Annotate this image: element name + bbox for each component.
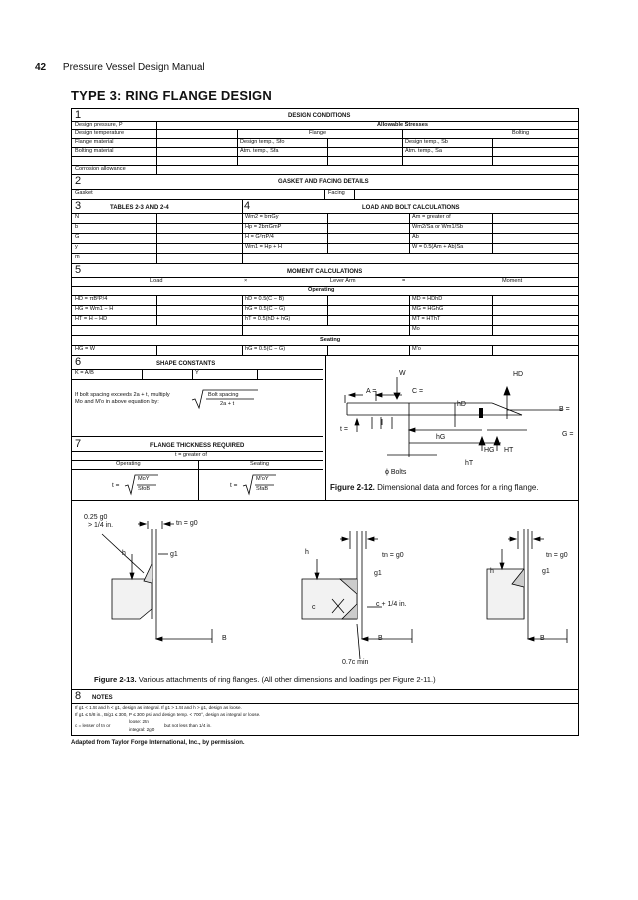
fig13-h-3: h: [490, 568, 494, 575]
section-7-number: 7: [75, 438, 82, 450]
fig12-ht-upper: HT: [504, 447, 514, 454]
atm-temp-sfa-label: Atm. temp., Sfa: [240, 148, 279, 154]
fig13-g0-top: 0.25 g0: [84, 514, 108, 521]
seating-load: HG = W: [75, 346, 96, 352]
seating-moment: M'o: [412, 346, 421, 352]
figure-2-13-caption: [94, 675, 564, 684]
notes-not-less: but not less than 1/4 in.: [164, 723, 212, 728]
section-7-heading: FLANGE THICKNESS REQUIRED: [150, 443, 245, 449]
y-label: y: [75, 244, 78, 250]
am-formula-2: Wm2/Sa or Wm1/Sb: [412, 224, 463, 230]
fig12-t: t =: [340, 426, 348, 433]
col-moment: Moment: [502, 278, 523, 284]
fig12-w: W: [399, 370, 406, 377]
k-constant: K = A/B: [75, 370, 94, 376]
notes-line-1: If g1 < 1.5t and h < g1, design as integral. If g1 > 1.5t and h > g1, design as loose.: [75, 705, 242, 710]
attribution-footer: Adapted from Taylor Forge International, Inc., by permission.: [71, 740, 245, 746]
fig13-b-1: B: [222, 635, 227, 642]
section-4-number: 4: [244, 200, 251, 212]
hp-formula: Hp = 2bπGmP: [245, 224, 282, 230]
design-pressure-label: Design pressure, P: [75, 122, 123, 128]
notes-loose: loose: 2tn: [129, 719, 149, 724]
fig12-ht-lower: hT: [465, 460, 474, 467]
fig12-bolts: ϕ Bolts: [385, 469, 407, 476]
design-temp-sb-label: Design temp., Sb: [405, 139, 448, 145]
fig13-g1-1: g1: [170, 551, 178, 558]
col-equals: =: [402, 278, 406, 284]
t-greater-of: t = greater of: [175, 452, 207, 458]
mo-moment: Mo: [412, 326, 420, 332]
design-temp-sf-label: Design temp., Sfo: [240, 139, 285, 145]
notes-integral: integral: 2g0: [129, 727, 155, 732]
flange-column-label: Flange: [309, 130, 327, 136]
hg-arm: hG = 0.5(C − G): [245, 306, 286, 312]
fig12-g: G =: [562, 431, 574, 438]
design-form: [71, 108, 579, 736]
fig13-c-quarter: c + 1/4 in.: [376, 601, 407, 608]
allowable-stresses-label: Allowable Stresses: [377, 122, 428, 128]
figure-2-12-caption-label: Figure 2-12.: [330, 483, 375, 492]
figure-2-12-caption: [330, 483, 576, 493]
fig13-b-2: B: [378, 635, 383, 642]
atm-temp-sa-label: Atm. temp., Sa: [405, 148, 442, 154]
bolting-material-label: Bolting material: [75, 148, 114, 154]
gasket-label: Gasket: [75, 190, 93, 196]
m-label: m: [75, 254, 80, 260]
op-formula-num: MoY: [138, 476, 150, 482]
figure-2-13-drawing: [82, 509, 572, 659]
section-3-number: 3: [75, 200, 82, 212]
ab-label: Ab: [412, 234, 419, 240]
fig12-c: C =: [412, 388, 424, 395]
fig13-min: 0.7c min: [342, 659, 369, 666]
section-8-heading: NOTES: [92, 695, 113, 701]
w-formula: W = 0.5(Am + Ab)Sa: [412, 244, 464, 250]
fig13-g0-bottom: > 1/4 in.: [88, 522, 114, 529]
bolting-column-label: Bolting: [512, 130, 530, 136]
hg-load: HG = Wm1 − H: [75, 306, 114, 312]
figure-2-12-drawing: [327, 357, 579, 477]
section-6-heading: SHAPE CONSTANTS: [156, 361, 216, 367]
hd-arm: hD = 0.5(C − B): [245, 296, 285, 302]
operating-label: Operating: [308, 287, 335, 293]
g-label: G: [75, 234, 80, 240]
fig12-hd-lower: hD: [457, 401, 466, 408]
corrosion-allowance-label: Corrosion allowance: [75, 166, 126, 172]
fig12-hg-upper: HG: [484, 447, 495, 454]
bolt-spacing-note-2: Mo and M'o in above equation by:: [75, 399, 159, 405]
y-constant: Y: [195, 370, 199, 376]
fig13-tn-1: tn = g0: [176, 520, 198, 527]
fig13-h-2: h: [305, 549, 309, 556]
mg-moment: MG = HGhG: [412, 306, 444, 312]
seat-formula-den: SfaB: [256, 486, 269, 492]
section-6-number: 6: [75, 356, 82, 368]
fig12-hd-upper: HD: [513, 371, 524, 378]
section-4-heading: LOAD AND BOLT CALCULATIONS: [362, 205, 460, 211]
fig13-b-3: B: [540, 635, 545, 642]
mt-moment: MT = HThT: [412, 316, 441, 322]
seat-formula-lhs: t =: [230, 482, 238, 489]
page-number: 42: [35, 62, 47, 73]
md-moment: MD = HDhD: [412, 296, 443, 302]
wm1-formula: Wm1 = Hp + H: [245, 244, 282, 250]
section-2-number: 2: [75, 175, 82, 187]
bolt-spacing-note-1: If bolt spacing exceeds 2a + t, multiply: [75, 392, 170, 398]
section-3-heading: TABLES 2-3 AND 2-4: [110, 205, 169, 211]
fig12-a: A =: [366, 388, 377, 395]
h-formula: H = G²πP/4: [245, 234, 274, 240]
wm2-formula: Wm2 = bπGy: [245, 214, 279, 220]
seating-column: Seating: [250, 461, 269, 467]
ht-arm: hT = 0.5(hD + hG): [245, 316, 291, 322]
seating-arm: hG = 0.5(C − G): [245, 346, 286, 352]
operating-column: Operating: [116, 461, 141, 467]
figure-2-12-caption-text: Dimensional data and forces for a ring flange.: [377, 483, 539, 492]
section-5-number: 5: [75, 264, 82, 276]
radical-numerator: Bolt spacing: [208, 392, 239, 398]
fig13-tn-2: tn = g0: [382, 552, 404, 559]
figure-2-13-caption-label: Figure 2-13.: [94, 675, 137, 684]
col-load: Load: [150, 278, 163, 284]
page-title: TYPE 3: RING FLANGE DESIGN: [71, 88, 272, 103]
col-times: ×: [244, 278, 248, 284]
seat-formula-num: M'oY: [256, 476, 269, 482]
op-formula-lhs: t =: [112, 482, 120, 489]
facing-label: Facing: [328, 190, 345, 196]
col-lever-arm: Lever Arm: [330, 278, 356, 284]
b-label: b: [75, 224, 79, 230]
section-2-heading: GASKET AND FACING DETAILS: [278, 179, 369, 185]
section-8-number: 8: [75, 690, 82, 702]
fig13-tn-3: tn = g0: [546, 552, 568, 559]
section-1-heading: DESIGN CONDITIONS: [288, 113, 351, 119]
notes-line-2: If g1 ≤ 5/8 in., B/g1 ≤ 300, P ≤ 300 psi and design temp. < 700°, design as integral or loose.: [75, 712, 261, 717]
notes-c-lesser: c = lesser of tn or: [75, 723, 111, 728]
section-5-heading: MOMENT CALCULATIONS: [287, 269, 363, 275]
op-formula-den: SfoB: [138, 486, 151, 492]
fig12-b: B =: [559, 406, 570, 413]
running-title: Pressure Vessel Design Manual: [62, 62, 205, 73]
design-temperature-label: Design temperature: [75, 130, 125, 136]
seating-label: Seating: [320, 337, 341, 343]
hd-load: HD = πB²P/4: [75, 296, 108, 302]
radical-denominator: 2a + t: [220, 401, 235, 407]
fig13-g1-3: g1: [542, 568, 550, 575]
figure-2-13-caption-text: Various attachments of ring flanges. (All other dimensions and loadings per Figure 2-11.): [138, 675, 436, 684]
am-formula: Am = greater of: [412, 214, 451, 220]
fig13-c: c: [312, 604, 316, 611]
page-header: [35, 62, 205, 73]
ht-load: HT = H − HD: [75, 316, 108, 322]
n-label: N: [75, 214, 80, 220]
section-1-number: 1: [75, 109, 82, 121]
fig12-hg-lower: hG: [436, 434, 446, 441]
fig13-g1-2: g1: [374, 570, 382, 577]
flange-material-label: Flange material: [75, 139, 114, 145]
fig13-h-1: h: [122, 550, 126, 557]
